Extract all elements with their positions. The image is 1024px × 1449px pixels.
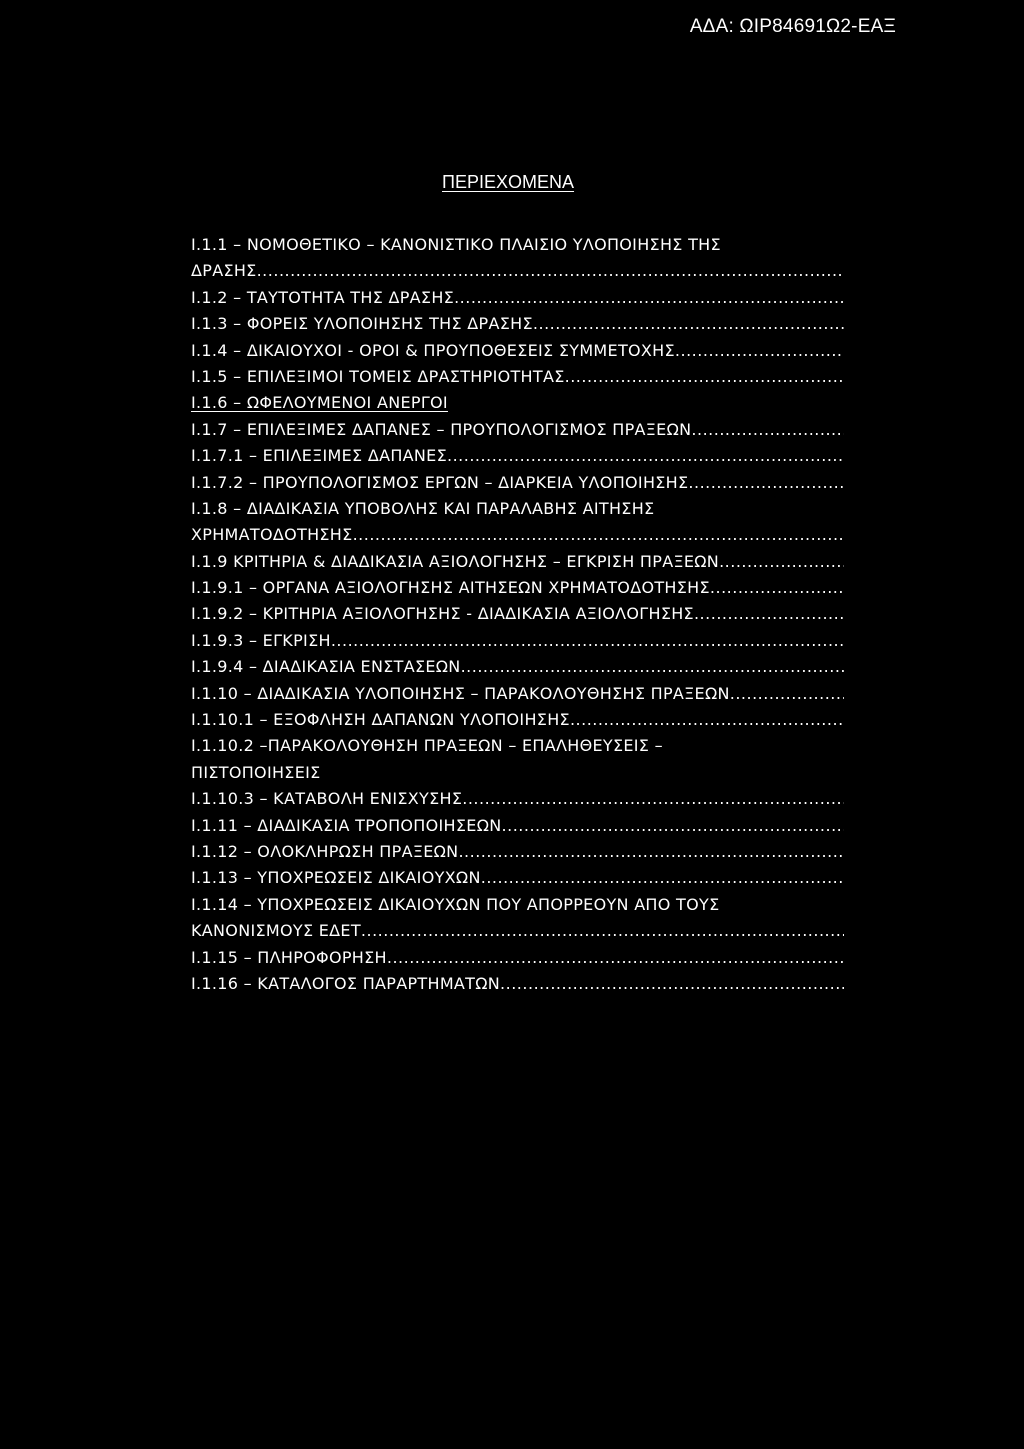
- toc-entry-1-11[interactable]: [191, 813, 876, 839]
- toc-entry-text: Ι.1.9 ΚΡΙΤΗΡΙΑ & ΔΙΑΔΙΚΑΣΙΑ ΑΞΙΟΛΟΓΗΣΗΣ – ΕΓΚΡΙΣΗ ΠΡΑΞΕΩΝ: [191, 551, 720, 571]
- toc-entry-1-3[interactable]: [191, 311, 876, 337]
- dot-leader: [691, 417, 844, 443]
- toc-entry-text: Ι.1.8 – ΔΙΑΔΙΚΑΣΙΑ ΥΠΟΒΟΛΗΣ ΚΑΙ ΠΑΡΑΛΑΒΗΣ ΑΙΤΗΣΗΣ: [191, 498, 655, 518]
- toc-entry-text: Ι.1.6 – ΩΦΕΛΟΥΜΕΝΟΙ ΑΝΕΡΓΟΙ: [191, 393, 448, 413]
- toc-entry-1-1[interactable]: [191, 232, 876, 285]
- toc-entry-1-15[interactable]: [191, 945, 876, 971]
- toc-entry-1-9-4[interactable]: [191, 654, 876, 680]
- dot-leader: [462, 786, 844, 812]
- table-of-contents: [191, 232, 876, 997]
- toc-entry-text: Ι.1.11 – ΔΙΑΔΙΚΑΣΙΑ ΤΡΟΠΟΠΟΙΗΣΕΩΝ: [191, 815, 502, 835]
- toc-entry-text: ΔΡΑΣΗΣ: [191, 261, 257, 281]
- toc-entry-text: ΚΑΝΟΝΙΣΜΟΥΣ ΕΔΕΤ: [191, 921, 361, 941]
- toc-entry-text: Ι.1.4 – ΔΙΚΑΙΟΥΧΟΙ - ΟΡΟΙ & ΠΡΟΥΠΟΘΕΣΕΙΣ ΣΥΜΜΕΤΟΧΗΣ: [191, 340, 675, 360]
- toc-entry-1-6[interactable]: [191, 390, 876, 416]
- dot-leader: [447, 443, 844, 469]
- toc-entry-1-7[interactable]: [191, 417, 876, 443]
- toc-entry-1-12[interactable]: [191, 839, 876, 865]
- toc-entry-text: Ι.1.10.1 – ΕΞΟΦΛΗΣΗ ΔΑΠΑΝΩΝ ΥΛΟΠΟΙΗΣΗΣ: [191, 710, 570, 730]
- dot-leader: [257, 258, 844, 284]
- dot-leader: [694, 601, 844, 627]
- toc-entry-text: Ι.1.9.1 – ΟΡΓΑΝΑ ΑΞΙΟΛΟΓΗΣΗΣ ΑΙΤΗΣΕΩΝ ΧΡΗΜΑΤΟΔΟΤΗΣΗΣ: [191, 578, 710, 598]
- dot-leader: [675, 338, 844, 364]
- dot-leader: [719, 549, 844, 575]
- dot-leader: [533, 311, 844, 337]
- toc-entry-text: Ι.1.9.4 – ΔΙΑΔΙΚΑΣΙΑ ΕΝΣΤΑΣΕΩΝ: [191, 657, 461, 677]
- toc-entry-1-9-3[interactable]: [191, 628, 876, 654]
- toc-entry-text: Ι.1.16 – ΚΑΤΑΛΟΓΟΣ ΠΑΡΑΡΤΗΜΑΤΩΝ: [191, 973, 501, 993]
- toc-entry-text: Ι.1.10.2 –ΠΑΡΑΚΟΛΟΥΘΗΣΗ ΠΡΑΞΕΩΝ – ΕΠΑΛΗΘΕΥΣΕΙΣ –: [191, 736, 663, 756]
- dot-leader: [500, 971, 844, 997]
- dot-leader: [565, 364, 844, 390]
- dot-leader: [502, 813, 844, 839]
- toc-entry-text: Ι.1.9.3 – ΕΓΚΡΙΣΗ: [191, 630, 331, 650]
- ada-header: ΑΔΑ: ΩΙΡ84691Ω2-ΕΑΞ: [689, 16, 896, 37]
- toc-entry-text: Ι.1.7.2 – ΠΡΟΥΠΟΛΟΓΙΣΜΟΣ ΕΡΓΩΝ – ΔΙΑΡΚΕΙΑ ΥΛΟΠΟΙΗΣΗΣ: [191, 472, 689, 492]
- toc-entry-1-14[interactable]: [191, 892, 876, 945]
- toc-entry-text: Ι.1.7 – ΕΠΙΛΕΞΙΜΕΣ ΔΑΠΑΝΕΣ – ΠΡΟΥΠΟΛΟΓΙΣΜΟΣ ΠΡΑΞΕΩΝ: [191, 419, 692, 439]
- toc-entry-1-9-2[interactable]: [191, 601, 876, 627]
- toc-entry-1-10-2[interactable]: [191, 733, 876, 786]
- toc-entry-text: Ι.1.15 – ΠΛΗΡΟΦΟΡΗΣΗ: [191, 947, 387, 967]
- toc-entry-1-10-1[interactable]: [191, 707, 876, 733]
- dot-leader: [461, 654, 844, 680]
- toc-entry-text: Ι.1.10 – ΔΙΑΔΙΚΑΣΙΑ ΥΛΟΠΟΙΗΣΗΣ – ΠΑΡΑΚΟΛΟΥΘΗΣΗΣ ΠΡΑΞΕΩΝ: [191, 683, 730, 703]
- dot-leader: [710, 575, 844, 601]
- toc-entry-text: Ι.1.13 – ΥΠΟΧΡΕΩΣΕΙΣ ΔΙΚΑΙΟΥΧΩΝ: [191, 868, 481, 888]
- dot-leader: [353, 522, 844, 548]
- toc-entry-text: Ι.1.2 – ΤΑΥΤΟΤΗΤΑ ΤΗΣ ΔΡΑΣΗΣ: [191, 287, 455, 307]
- dot-leader: [730, 681, 844, 707]
- dot-leader: [481, 865, 844, 891]
- toc-entry-1-9-1[interactable]: [191, 575, 876, 601]
- dot-leader: [331, 628, 844, 654]
- toc-entry-1-10[interactable]: [191, 681, 876, 707]
- dot-leader: [458, 839, 844, 865]
- toc-entry-text: Ι.1.12 – ΟΛΟΚΛΗΡΩΣΗ ΠΡΑΞΕΩΝ: [191, 841, 459, 861]
- dot-leader: [688, 470, 844, 496]
- toc-entry-1-5[interactable]: [191, 364, 876, 390]
- toc-entry-1-13[interactable]: [191, 865, 876, 891]
- toc-entry-1-4[interactable]: [191, 338, 876, 364]
- toc-entry-1-8[interactable]: [191, 496, 876, 549]
- toc-entry-text: Ι.1.3 – ΦΟΡΕΙΣ ΥΛΟΠΟΙΗΣΗΣ ΤΗΣ ΔΡΑΣΗΣ: [191, 314, 533, 334]
- page-title: ΠΕΡΙΕΧΟΜΕΝΑ: [442, 172, 575, 192]
- toc-entry-text: ΠΙΣΤΟΠΟΙΗΣΕΙΣ: [191, 762, 321, 782]
- toc-entry-text: Ι.1.14 – ΥΠΟΧΡΕΩΣΕΙΣ ΔΙΚΑΙΟΥΧΩΝ ΠΟΥ ΑΠΟΡΡΕΟΥΝ ΑΠΟ ΤΟΥΣ: [191, 894, 720, 914]
- toc-entry-text: Ι.1.1 – ΝΟΜΟΘΕΤΙΚΟ – ΚΑΝΟΝΙΣΤΙΚΟ ΠΛΑΙΣΙΟ ΥΛΟΠΟΙΗΣΗΣ ΤΗΣ: [191, 235, 721, 254]
- toc-entry-text: Ι.1.10.3 – ΚΑΤΑΒΟΛΗ ΕΝΙΣΧΥΣΗΣ: [191, 789, 463, 809]
- dot-leader: [387, 945, 844, 971]
- dot-leader: [570, 707, 844, 733]
- toc-entry-text: ΧΡΗΜΑΤΟΔΟΤΗΣΗΣ: [191, 525, 353, 545]
- toc-entry-text: Ι.1.9.2 – ΚΡΙΤΗΡΙΑ ΑΞΙΟΛΟΓΗΣΗΣ - ΔΙΑΔΙΚΑΣΙΑ ΑΞΙΟΛΟΓΗΣΗΣ: [191, 604, 694, 624]
- toc-entry-text: Ι.1.5 – ΕΠΙΛΕΞΙΜΟΙ ΤΟΜΕΙΣ ΔΡΑΣΤΗΡΙΟΤΗΤΑΣ: [191, 366, 565, 386]
- dot-leader: [454, 285, 844, 311]
- toc-entry-1-7-2[interactable]: [191, 470, 876, 496]
- toc-entry-1-2[interactable]: [191, 285, 876, 311]
- dot-leader: [361, 918, 844, 944]
- toc-entry-1-16[interactable]: [191, 971, 876, 997]
- toc-entry-1-9[interactable]: [191, 549, 876, 575]
- toc-entry-text: Ι.1.7.1 – ΕΠΙΛΕΞΙΜΕΣ ΔΑΠΑΝΕΣ: [191, 446, 447, 466]
- toc-entry-1-10-3[interactable]: [191, 786, 876, 812]
- toc-entry-1-7-1[interactable]: [191, 443, 876, 469]
